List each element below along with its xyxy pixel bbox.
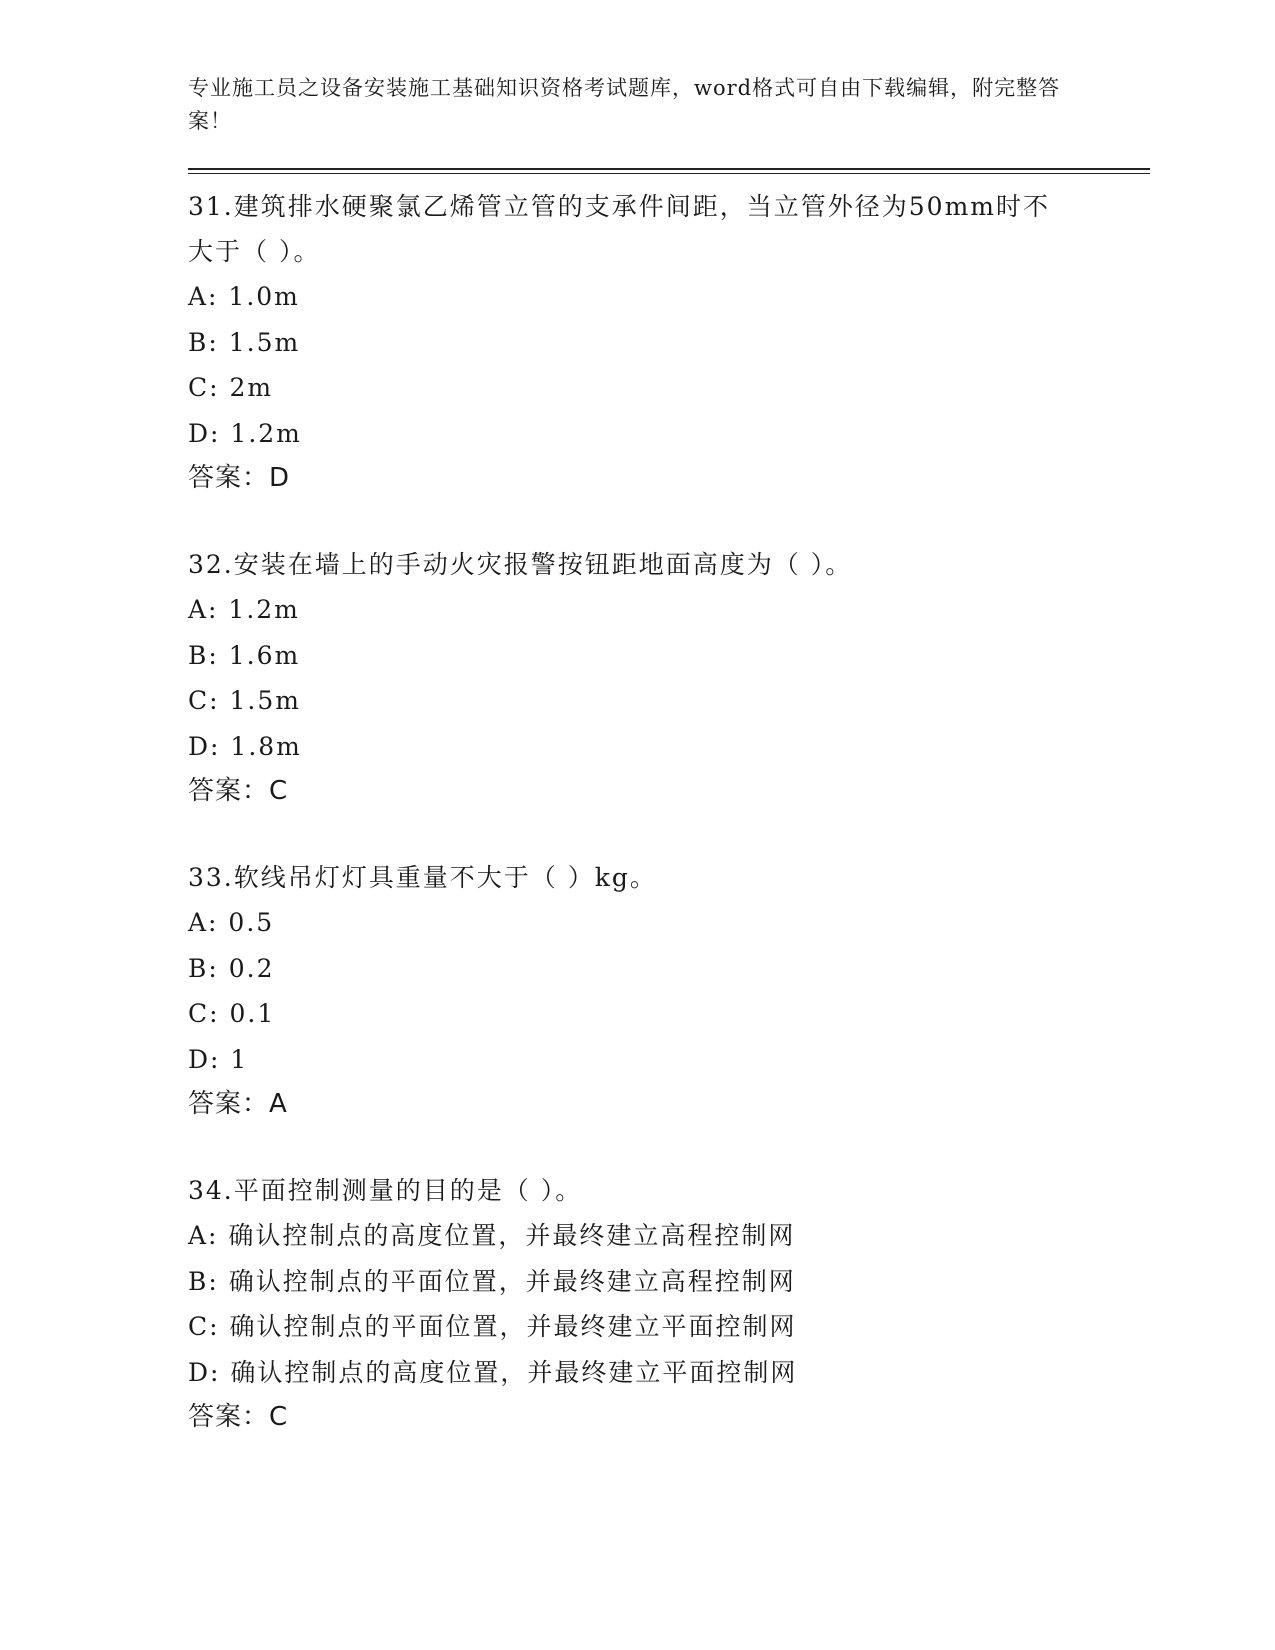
- answer-line: 答案：C: [188, 1402, 289, 1432]
- option-c: C: 0.1: [188, 999, 276, 1028]
- answer-line: 答案：D: [188, 463, 291, 493]
- question-34: [188, 1168, 1148, 1439]
- option-c: C: 确认控制点的平面位置，并最终建立平面控制网: [188, 1312, 797, 1341]
- document-page: [188, 72, 1148, 1481]
- option-c: C: 2m: [188, 373, 274, 402]
- option-b: B: 0.2: [188, 953, 275, 983]
- option-d: D: 1.8m: [188, 731, 302, 761]
- question-31: [188, 184, 1148, 500]
- option-a: A: 1.2m: [188, 595, 300, 624]
- question-32: [188, 542, 1148, 813]
- option-a: A: 确认控制点的高度位置，并最终建立高程控制网: [188, 1221, 796, 1250]
- question-stem: 32.安装在墙上的手动火灾报警按钮距地面高度为（ ）。: [188, 550, 853, 579]
- document-header: 专业施工员之设备安装施工基础知识资格考试题库，word格式可自由下载编辑，附完整答案！: [188, 76, 1061, 133]
- question-stem: 34.平面控制测量的目的是（ ）。: [188, 1176, 583, 1205]
- option-a: A: 0.5: [188, 908, 275, 937]
- answer-line: 答案：C: [188, 776, 289, 806]
- option-b: B: 1.5m: [188, 327, 301, 357]
- header-divider: [188, 168, 1150, 174]
- option-a: A: 1.0m: [188, 282, 300, 311]
- option-b: B: 确认控制点的平面位置，并最终建立高程控制网: [188, 1266, 796, 1296]
- question-stem: 31.建筑排水硬聚氯乙烯管立管的支承件间距，当立管外径为50mm时不大于（ ）。: [188, 192, 1050, 266]
- option-b: B: 1.6m: [188, 640, 301, 670]
- option-d: D: 1.2m: [188, 418, 302, 448]
- question-stem: 33.软线吊灯灯具重量不大于（ ）kg。: [188, 863, 657, 892]
- option-d: D: 确认控制点的高度位置，并最终建立平面控制网: [188, 1357, 798, 1387]
- option-c: C: 1.5m: [188, 686, 301, 715]
- answer-line: 答案：A: [188, 1089, 288, 1119]
- question-list: [188, 184, 1148, 1439]
- question-33: [188, 855, 1148, 1126]
- option-d: D: 1: [188, 1044, 249, 1074]
